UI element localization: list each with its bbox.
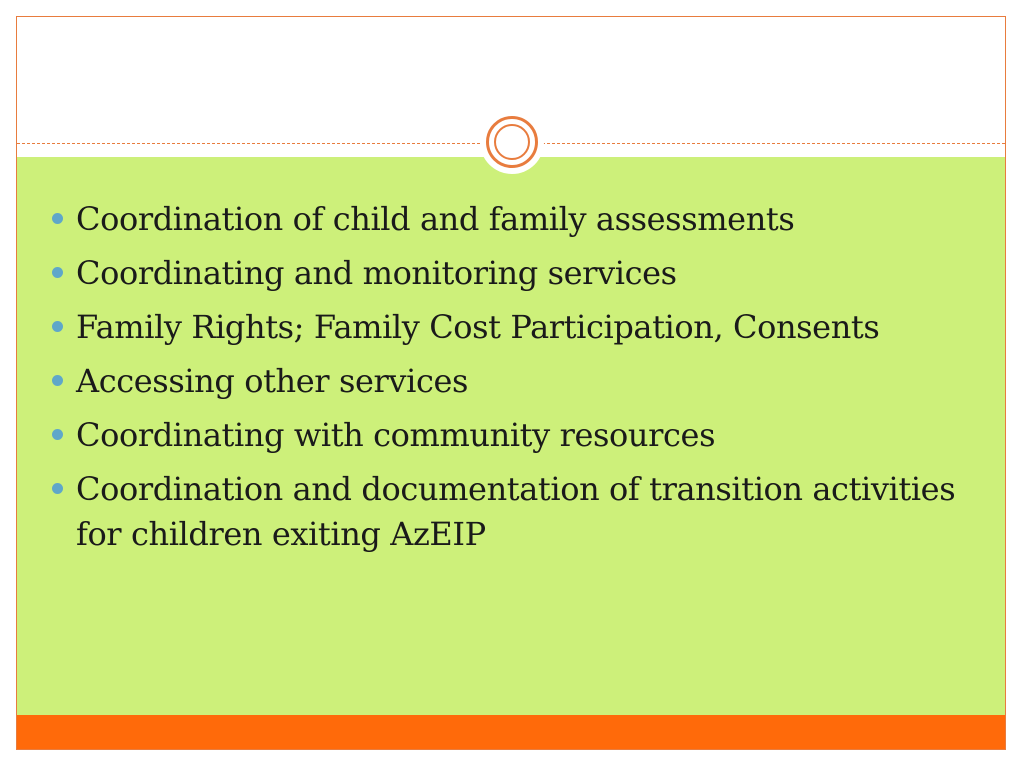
emblem-inner-ring [494, 124, 530, 160]
bullet-text: Family Rights; Family Cost Participation, Consents [76, 308, 880, 346]
bullet-item [52, 197, 972, 242]
circle-emblem-icon [480, 110, 544, 174]
bullet-dot-icon [52, 267, 63, 278]
footer-bar [17, 715, 1005, 750]
bullet-dot-icon [52, 483, 63, 494]
bullet-dot-icon [52, 213, 63, 224]
bullet-dot-icon [52, 375, 63, 386]
bullet-text: Coordination and documentation of transition activities for children exiting AzEIP [76, 470, 956, 553]
bullet-item [52, 305, 972, 350]
bullet-text: Coordinating with community resources [76, 416, 716, 454]
bullet-item [52, 251, 972, 296]
bullet-dot-icon [52, 429, 63, 440]
emblem-ring [486, 116, 538, 168]
bullet-text: Coordinating and monitoring services [76, 254, 677, 292]
bullet-item [52, 467, 972, 557]
bullet-item [52, 413, 972, 458]
bullet-text: Accessing other services [76, 362, 469, 400]
bullet-dot-icon [52, 321, 63, 332]
bullet-list [52, 197, 972, 566]
bullet-item [52, 359, 972, 404]
bullet-text: Coordination of child and family assessments [76, 200, 795, 238]
